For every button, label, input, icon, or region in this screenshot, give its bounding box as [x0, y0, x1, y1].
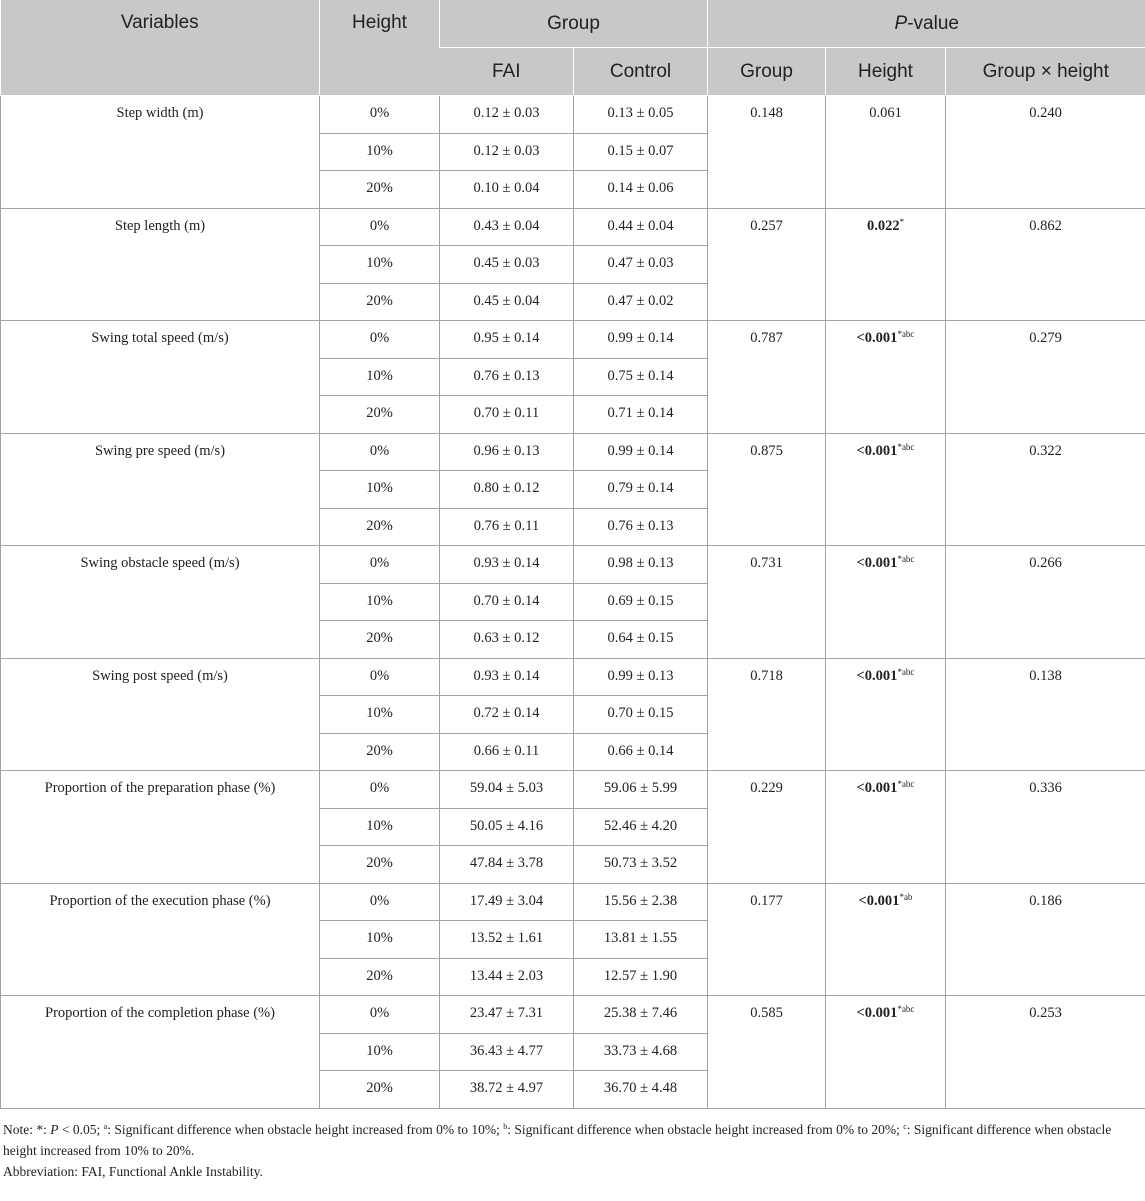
p-group-cell: 0.875: [708, 433, 826, 546]
fai-cell: 47.84 ± 3.78: [440, 846, 574, 884]
height-cell: 10%: [320, 358, 440, 396]
note-b-text: : Significant difference when obstacle height increased from 0% to 20%;: [507, 1121, 904, 1137]
control-cell: 0.99 ± 0.14: [574, 321, 708, 359]
table-row: [1, 658, 1145, 696]
header-p-rest: -value: [907, 12, 959, 34]
variable-cell: Proportion of the completion phase (%): [1, 996, 320, 1109]
p-height-superscript: *abc: [897, 554, 915, 564]
height-cell: 10%: [320, 133, 440, 171]
fai-cell: 36.43 ± 4.77: [440, 1033, 574, 1071]
variable-cell: Step length (m): [1, 208, 320, 321]
p-height-superscript: *abc: [897, 779, 915, 789]
table-row: [1, 996, 1145, 1034]
height-cell: 10%: [320, 921, 440, 959]
control-cell: 0.79 ± 0.14: [574, 471, 708, 509]
p-height-cell: [826, 658, 946, 771]
p-group-cell: 0.718: [708, 658, 826, 771]
p-height-cell: [826, 321, 946, 434]
table-row: [1, 208, 1145, 246]
control-cell: 15.56 ± 2.38: [574, 883, 708, 921]
table-notes: [0, 1109, 1143, 1182]
height-cell: 0%: [320, 771, 440, 809]
fai-cell: 0.80 ± 0.12: [440, 471, 574, 509]
fai-cell: 0.10 ± 0.04: [440, 171, 574, 209]
p-interaction-cell: 0.279: [946, 321, 1145, 434]
fai-cell: 0.72 ± 0.14: [440, 696, 574, 734]
control-cell: 0.69 ± 0.15: [574, 583, 708, 621]
p-height-value: <0.001: [856, 1005, 898, 1021]
table-row: [1, 546, 1145, 584]
header-height: Height: [320, 0, 440, 96]
fai-cell: 0.63 ± 0.12: [440, 621, 574, 659]
note-a-text: : Significant difference when obstacle height increased from 0% to 10%;: [107, 1121, 504, 1137]
height-cell: 20%: [320, 733, 440, 771]
header-p-value: [708, 0, 1145, 48]
note-line: [3, 1119, 1143, 1161]
p-height-superscript: *abc: [897, 329, 915, 339]
p-group-cell: 0.229: [708, 771, 826, 884]
p-height-superscript: *abc: [897, 666, 915, 677]
control-cell: 0.66 ± 0.14: [574, 733, 708, 771]
height-cell: 10%: [320, 246, 440, 284]
table-header: [1, 0, 1145, 96]
height-cell: 20%: [320, 1071, 440, 1109]
table-row: [1, 433, 1145, 471]
fai-cell: 0.66 ± 0.11: [440, 733, 574, 771]
fai-cell: 0.76 ± 0.11: [440, 508, 574, 546]
control-cell: 0.76 ± 0.13: [574, 508, 708, 546]
variable-cell: Swing pre speed (m/s): [1, 433, 320, 546]
p-interaction-cell: 0.266: [946, 546, 1145, 659]
control-cell: 36.70 ± 4.48: [574, 1071, 708, 1109]
p-height-superscript: *abc: [897, 441, 915, 452]
fai-cell: 23.47 ± 7.31: [440, 996, 574, 1034]
p-group-cell: 0.787: [708, 321, 826, 434]
note-sup-b: b: [503, 1121, 508, 1131]
fai-cell: 13.44 ± 2.03: [440, 958, 574, 996]
p-group-cell: 0.257: [708, 208, 826, 321]
p-height-superscript: *: [899, 216, 905, 227]
variable-cell: Swing post speed (m/s): [1, 658, 320, 771]
height-cell: 0%: [320, 546, 440, 584]
fai-cell: 0.96 ± 0.13: [440, 433, 574, 471]
header-p-interaction: Group × height: [946, 48, 1145, 96]
fai-cell: 13.52 ± 1.61: [440, 921, 574, 959]
p-height-superscript: *ab: [899, 891, 913, 902]
p-height-value: <0.001: [856, 330, 898, 346]
p-height-value: <0.001: [856, 555, 898, 571]
header-control: Control: [574, 48, 708, 96]
control-cell: 0.15 ± 0.07: [574, 133, 708, 171]
height-cell: 0%: [320, 658, 440, 696]
table-row: [1, 96, 1145, 134]
control-cell: 13.81 ± 1.55: [574, 921, 708, 959]
fai-cell: 59.04 ± 5.03: [440, 771, 574, 809]
header-p-group: Group: [708, 48, 826, 96]
height-cell: 0%: [320, 96, 440, 134]
height-cell: 20%: [320, 283, 440, 321]
control-cell: 0.47 ± 0.03: [574, 246, 708, 284]
control-cell: 59.06 ± 5.99: [574, 771, 708, 809]
fai-cell: 0.43 ± 0.04: [440, 208, 574, 246]
p-group-cell: 0.731: [708, 546, 826, 659]
variable-cell: Proportion of the preparation phase (%): [1, 771, 320, 884]
variable-cell: Step width (m): [1, 96, 320, 209]
fai-cell: 0.76 ± 0.13: [440, 358, 574, 396]
p-height-cell: [826, 433, 946, 546]
height-cell: 20%: [320, 171, 440, 209]
height-cell: 10%: [320, 696, 440, 734]
height-cell: 0%: [320, 433, 440, 471]
p-height-cell: [826, 546, 946, 659]
fai-cell: 0.93 ± 0.14: [440, 546, 574, 584]
p-height-value: <0.001: [856, 667, 898, 684]
note-star-text: :: [43, 1121, 51, 1137]
table-body: [1, 96, 1145, 1109]
control-cell: 0.99 ± 0.14: [574, 433, 708, 471]
control-cell: 0.99 ± 0.13: [574, 658, 708, 696]
table-row: [1, 771, 1145, 809]
fai-cell: 0.95 ± 0.14: [440, 321, 574, 359]
height-cell: 20%: [320, 396, 440, 434]
p-height-value: <0.001: [856, 442, 898, 459]
p-interaction-cell: 0.138: [946, 658, 1145, 771]
table-row: [1, 321, 1145, 359]
header-fai: FAI: [440, 48, 574, 96]
p-group-cell: 0.585: [708, 996, 826, 1109]
height-cell: 20%: [320, 846, 440, 884]
note-sup-a: a: [103, 1121, 108, 1131]
control-cell: 0.75 ± 0.14: [574, 358, 708, 396]
fai-cell: 0.45 ± 0.04: [440, 283, 574, 321]
p-height-superscript: *abc: [897, 1004, 915, 1014]
p-height-cell: [826, 208, 946, 321]
fai-cell: 0.12 ± 0.03: [440, 96, 574, 134]
p-interaction-cell: 0.322: [946, 433, 1145, 546]
note-sup-c: c: [903, 1121, 907, 1131]
height-cell: 10%: [320, 583, 440, 621]
height-cell: 0%: [320, 996, 440, 1034]
control-cell: 25.38 ± 7.46: [574, 996, 708, 1034]
control-cell: 0.64 ± 0.15: [574, 621, 708, 659]
note-c-text: : Significant difference when obstacle height increased from 10% to 20%.: [3, 1121, 1112, 1158]
height-cell: 20%: [320, 621, 440, 659]
height-cell: 10%: [320, 1033, 440, 1071]
p-height-value: <0.001: [858, 892, 900, 909]
header-p-italic: P: [894, 12, 908, 34]
p-interaction-cell: 0.336: [946, 771, 1145, 884]
control-cell: 0.44 ± 0.04: [574, 208, 708, 246]
p-group-cell: 0.177: [708, 883, 826, 996]
header-p-height: Height: [826, 48, 946, 96]
fai-cell: 0.70 ± 0.11: [440, 396, 574, 434]
p-interaction-cell: 0.240: [946, 96, 1145, 209]
fai-cell: 0.93 ± 0.14: [440, 658, 574, 696]
p-height-value: 0.022: [866, 217, 900, 234]
p-group-cell: 0.148: [708, 96, 826, 209]
control-cell: 50.73 ± 3.52: [574, 846, 708, 884]
note-star: *: [36, 1121, 44, 1137]
p-height-cell: [826, 883, 946, 996]
p-interaction-cell: 0.186: [946, 883, 1145, 996]
abbreviation-line: Abbreviation: FAI, Functional Ankle Instability.: [3, 1163, 263, 1179]
control-cell: 0.98 ± 0.13: [574, 546, 708, 584]
fai-cell: 50.05 ± 4.16: [440, 808, 574, 846]
height-cell: 0%: [320, 208, 440, 246]
control-cell: 0.13 ± 0.05: [574, 96, 708, 134]
p-height-value: <0.001: [856, 780, 898, 796]
height-cell: 0%: [320, 321, 440, 359]
height-cell: 0%: [320, 883, 440, 921]
p-interaction-cell: 0.862: [946, 208, 1145, 321]
control-cell: 0.70 ± 0.15: [574, 696, 708, 734]
header-variables: Variables: [1, 0, 320, 96]
control-cell: 0.47 ± 0.02: [574, 283, 708, 321]
p-height-cell: [826, 771, 946, 884]
fai-cell: 38.72 ± 4.97: [440, 1071, 574, 1109]
table-row: [1, 883, 1145, 921]
variable-cell: Swing total speed (m/s): [1, 321, 320, 434]
p-interaction-cell: 0.253: [946, 996, 1145, 1109]
header-group: Group: [440, 0, 708, 48]
variable-cell: Swing obstacle speed (m/s): [1, 546, 320, 659]
note-p-rest: < 0.05;: [58, 1121, 104, 1137]
note-prefix: Note:: [3, 1121, 37, 1137]
fai-cell: 0.12 ± 0.03: [440, 133, 574, 171]
control-cell: 33.73 ± 4.68: [574, 1033, 708, 1071]
height-cell: 10%: [320, 808, 440, 846]
p-height-cell: [826, 96, 946, 209]
control-cell: 0.14 ± 0.06: [574, 171, 708, 209]
height-cell: 20%: [320, 958, 440, 996]
variable-cell: Proportion of the execution phase (%): [1, 883, 320, 996]
fai-cell: 17.49 ± 3.04: [440, 883, 574, 921]
control-cell: 12.57 ± 1.90: [574, 958, 708, 996]
p-height-value: 0.061: [869, 105, 902, 121]
fai-cell: 0.45 ± 0.03: [440, 246, 574, 284]
height-cell: 20%: [320, 508, 440, 546]
height-cell: 10%: [320, 471, 440, 509]
control-cell: 52.46 ± 4.20: [574, 808, 708, 846]
p-height-cell: [826, 996, 946, 1109]
control-cell: 0.71 ± 0.14: [574, 396, 708, 434]
note-p: P: [50, 1121, 59, 1137]
fai-cell: 0.70 ± 0.14: [440, 583, 574, 621]
